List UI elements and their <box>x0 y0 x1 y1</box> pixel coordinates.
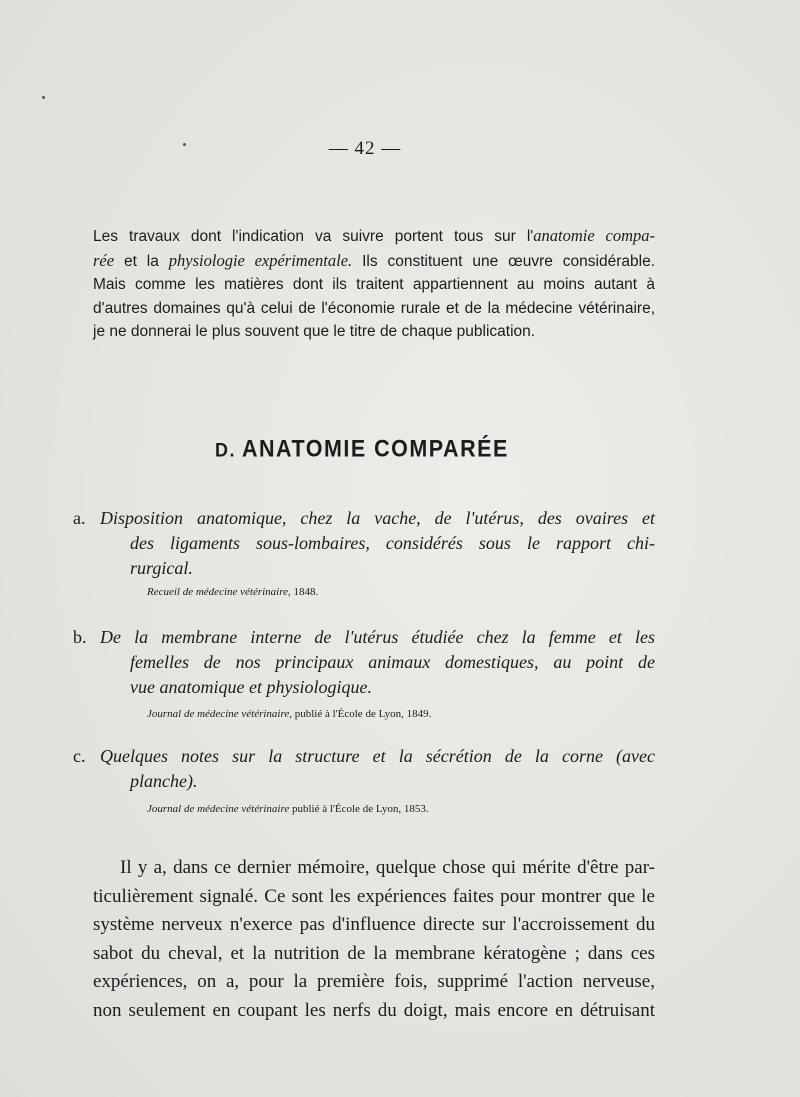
entry-title-line: De la membrane interne de l'utérus étudiée chez la femme et les <box>100 627 655 647</box>
bibliography-entry-a <box>73 506 655 581</box>
entry-title-line: rurgical. <box>130 558 193 578</box>
body-line: sabot du cheval, et la nutrition de la membrane kératogène ; dans ces <box>93 942 655 964</box>
entry-title-line: femelles de nos principaux animaux domestiques, au point de <box>130 652 655 672</box>
reference-journal: Recueil de médecine vétérinaire, <box>147 586 291 598</box>
entry-a-reference <box>147 586 318 598</box>
body-line: ticulièrement signalé. Ce sont les expériences faites pour montrer que le <box>93 885 655 907</box>
intro-italic: physiologie expérimentale. <box>168 250 353 270</box>
body-line: système nerveux n'exerce pas d'influence directe sur l'accroissement du <box>93 914 655 935</box>
entry-label: b. <box>73 627 87 647</box>
section-heading <box>215 436 615 464</box>
entry-title-line: vue anatomique et physiologique. <box>130 677 372 697</box>
section-letter: D. <box>215 439 236 462</box>
intro-line-1 <box>93 224 655 249</box>
entry-label: c. <box>73 746 86 766</box>
entry-title-line: Disposition anatomique, chez la vache, de l'utérus, des ovaires et <box>100 508 655 528</box>
body-paragraph <box>93 854 655 1025</box>
intro-line-4: d'autres domaines qu'à celui de l'économie rurale et de la médecine vétérinaire, <box>93 299 655 317</box>
entry-title <box>100 506 655 581</box>
intro-text: Ils constituent une œuvre considérable. <box>352 252 655 270</box>
entry-b-reference <box>147 708 431 720</box>
reference-details: publié à l'École de Lyon, 1853. <box>289 803 429 815</box>
entry-title <box>100 625 655 700</box>
bibliography-entry-c <box>73 744 655 794</box>
body-line: expériences, on a, pour la première fois, supprimé l'action nerveuse, <box>93 971 655 992</box>
reference-journal: Journal de médecine vétérinaire <box>147 803 290 815</box>
scan-speck <box>42 96 45 99</box>
entry-title <box>100 744 655 794</box>
section-title: ANATOMIE COMPARÉE <box>242 435 509 463</box>
entry-c-reference <box>147 803 429 815</box>
intro-line-3: Mais comme les matières dont ils traitent appartiennent au moins autant à <box>93 276 655 293</box>
intro-line-2 <box>93 249 655 274</box>
intro-text: Les travaux dont l'indication va suivre portent tous sur l' <box>93 228 534 245</box>
intro-italic: rée <box>93 250 115 270</box>
intro-text: et la <box>114 252 169 270</box>
body-line: non seulement en coupant les nerfs du doigt, mais encore en détruisant <box>93 999 655 1021</box>
reference-details: publié à l'École de Lyon, 1849. <box>291 708 432 720</box>
intro-line-5: je ne donnerai le plus souvent que le titre de chaque publication. <box>93 323 536 340</box>
scan-speck <box>183 143 186 146</box>
body-line: Il y a, dans ce dernier mémoire, quelque chose qui mérite d'être par- <box>120 857 655 878</box>
page-number: — 42 — <box>328 138 402 159</box>
reference-details: 1848. <box>290 586 319 598</box>
bibliography-entry-b <box>73 625 655 700</box>
entry-title-line: Quelques notes sur la structure et la sécrétion de la corne (avec <box>100 746 655 766</box>
intro-paragraph <box>93 224 655 344</box>
reference-journal: Journal de médecine vétérinaire, <box>147 708 292 720</box>
entry-title-line: planche). <box>130 771 198 791</box>
entry-title-line: des ligaments sous-lombaires, considérés sous le rapport chi- <box>130 533 655 553</box>
entry-label: a. <box>73 508 86 528</box>
intro-italic: anatomie compa- <box>533 226 655 245</box>
